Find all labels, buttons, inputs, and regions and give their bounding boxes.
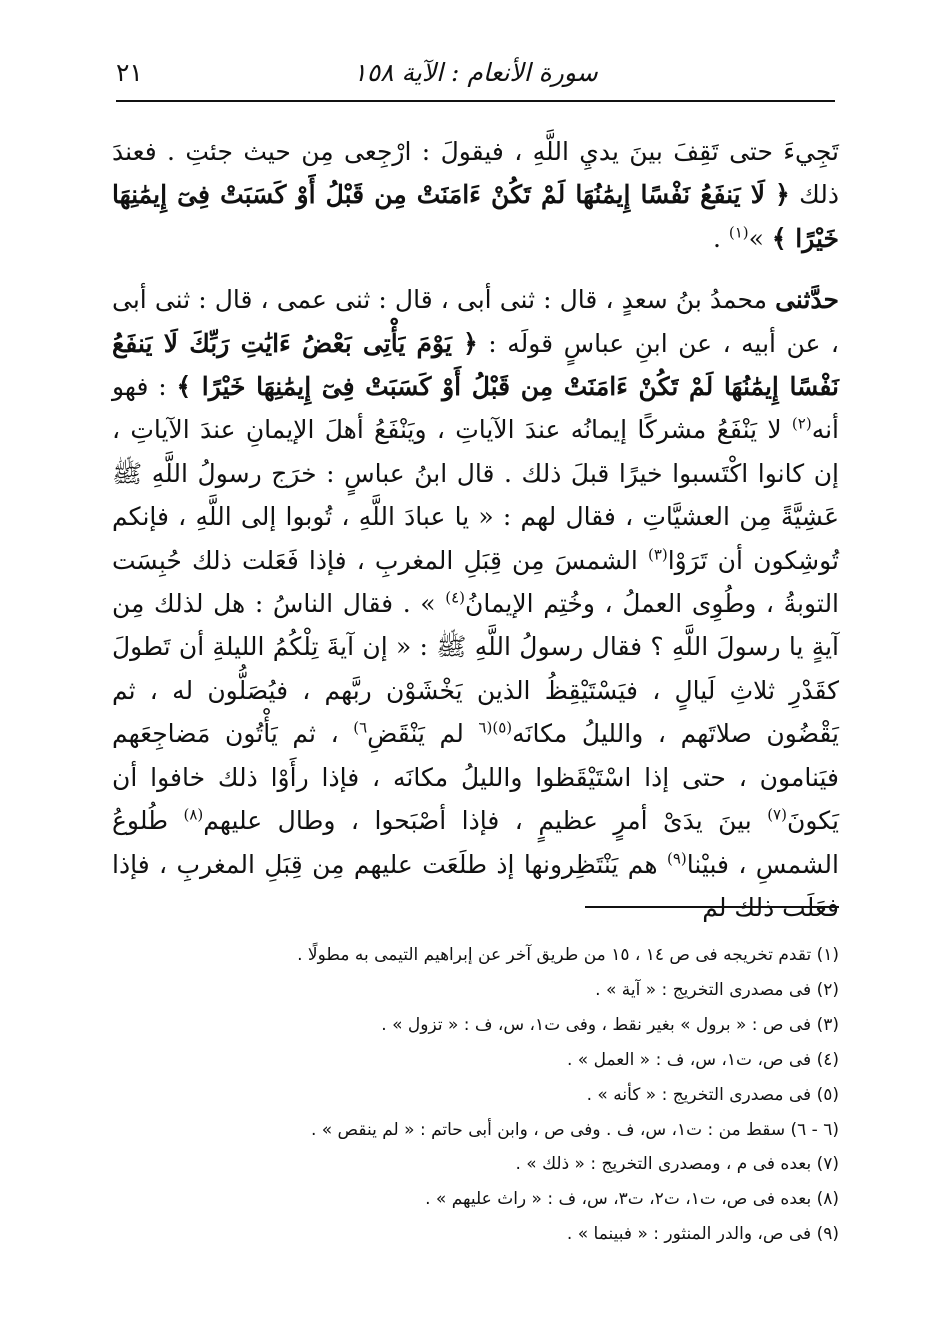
text-segment: » . فقال الناسُ : هل لذلك مِن آيةٍ يا رسولَ اللَّهِ ؟ فقال رسولُ اللَّهِ ﷺ : « إن آيةَ تِلْكُمُ الليلةِ أن تَطولَ كقَدْرِ ثلاثِ لَيالٍ ، فيَسْتَيْقِظُ الذين يَخْشَوْن ربَّهم ، فيُصَلُّون له ، ثم يَقْضُون صلاتَهم ، والليلُ مكانَه <box>112 589 839 749</box>
footnote-5: (٥) فى مصدرى التخريج : « كأنه » . <box>586 1084 839 1105</box>
footnote-marker: (٨) <box>183 805 204 824</box>
footnote-8: (٨) بعده فى ص، ت١، ت٢، ت٣، س، ف : « راث عليهم » . <box>425 1189 839 1210</box>
page-number: ٢١ <box>116 58 143 87</box>
footnote-7: (٧) بعده فى م ، ومصدرى التخريج : « ذلك » . <box>515 1154 839 1175</box>
footnote-marker: (٥) <box>492 718 513 737</box>
text-segment: : فهو أنه <box>112 372 839 445</box>
footnote-marker: (٧) <box>767 805 787 824</box>
text-segment: طُلوعُ الشمسِ ، فبيْنا <box>112 806 839 879</box>
footnote-6: (٦ - ٦) سقط من : ت١، س، ف . وفى ص ، وابن أبى حاتم : « لم ينقص » . <box>310 1119 839 1140</box>
footnote-marker: (٢) <box>791 415 812 434</box>
isnad-opening: حدَّثنى <box>775 285 839 315</box>
quran-verse: ﴿ يَوْمَ يَأْتِى بَعْضُ ءَايَٰتِ رَبِّكَ لَا يَنفَعُ نَفْسًا إِيمَٰنُهَا لَمْ تَكُنْ ءَامَنَتْ مِن قَبْلُ أَوْ كَسَبَتْ فِىٓ إِيمَٰنِهَا خَيْرًا ﴾ <box>112 328 839 402</box>
footnote-marker: (٣) <box>647 545 668 564</box>
footnote-3: (٣) فى ص : « برول » بغير نقط ، وفى ت١، س، ف : « تزول » . <box>381 1014 839 1035</box>
text-segment: الشمسَ مِن قِبَلِ المغربِ ، فإذا فَعَلت ذلك حُبِسَت التوبةُ ، وطُوِى العملُ ، وخُتِم الإيمانُ <box>112 545 840 619</box>
text-segment: » <box>748 223 772 253</box>
text-segment: . <box>712 223 729 253</box>
text-segment: محمدُ بنُ سعدٍ ، قال : ثنى أبى ، قال : ثنى عمى ، قال : ثنى أبى ، عن أبيه ، عن ابنِ عباسٍ قولَه : <box>112 285 839 358</box>
text-segment: لا يَنْفَعُ مشركًا إيمانُه عندَ الآياتِ ، ويَنْفَعُ أهلَ الإيمانِ عندَ الآياتِ ، إن كانوا اكْتَسبوا خيرًا قبلَ ذلك . قال ابنُ عباسٍ : خرَج رسولُ اللَّهِ ﷺ عَشِيَّةً مِن العشيَّاتِ ، فقال لهم : « يا عبادَ اللَّهِ ، تُوبوا إلى اللَّهِ ، فإنكم تُوشِكون أن تَرَوْا <box>112 415 839 575</box>
footnote-9: (٩) فى ص، والدر المنثور : « فبينما » . <box>566 1224 839 1245</box>
text-segment: لم يَنْقَضِ <box>367 719 479 749</box>
header-rule <box>116 100 835 102</box>
footnote-marker: (٤) <box>445 588 465 607</box>
footnote-2: (٢) فى مصدرى التخريج : « آية » . <box>595 979 839 1000</box>
footnote-marker: (٦ <box>478 718 493 737</box>
footnote-marker: ٦) <box>353 718 368 737</box>
main-text <box>112 130 839 929</box>
running-title: سورة الأنعام : الآية ١٥٨ <box>353 58 598 87</box>
text-segment: بينَ يدَىْ أمرٍ عظيمٍ ، فإذا أصْبَحوا ، وطال عليهم <box>203 806 768 836</box>
footnote-rule <box>585 906 839 908</box>
text-segment: ، ثم يَأْتُون مَضاجِعَهم فيَنامون ، حتى إذا اسْتَيْقَظوا والليلُ مكانَه ، فإذا رأَوْا ذلك خافوا أن يَكونَ <box>112 719 840 836</box>
text-segment: هم يَنْتَظِرونها إذ طلَعَت عليهم مِن قِبَلِ المغربِ ، فإذا فعَلَت ذلك لم <box>112 849 839 922</box>
footnotes <box>112 938 839 1252</box>
quran-verse: ﴿ لَا يَنفَعُ نَفْسًا إِيمَٰنُهَا لَمْ تَكُنْ ءَامَنَتْ مِن قَبْلُ أَوْ كَسَبَتْ فِىٓ إِيمَٰنِهَا خَيْرًا ﴾ <box>112 180 839 253</box>
text-segment: تَجِيءَ حتى تَقِفَ بينَ يديِ اللَّهِ ، فيقولَ : ارْجِعى مِن حيث جئتِ . فعندَ ذلك <box>112 137 839 210</box>
page-header <box>116 52 835 92</box>
footnote-1: (١) تقدم تخريجه فى ص ١٤ ، ١٥ من طريق آخر عن إبراهيم التيمى به مطولًا . <box>297 945 839 965</box>
footnote-marker: (٩) <box>666 849 687 868</box>
footnote-4: (٤) فى ص، ت١، س، ف : « العمل » . <box>566 1049 839 1070</box>
paragraph-2 <box>112 278 839 929</box>
paragraph-1 <box>112 130 839 260</box>
footnote-marker: (١) <box>728 223 749 242</box>
